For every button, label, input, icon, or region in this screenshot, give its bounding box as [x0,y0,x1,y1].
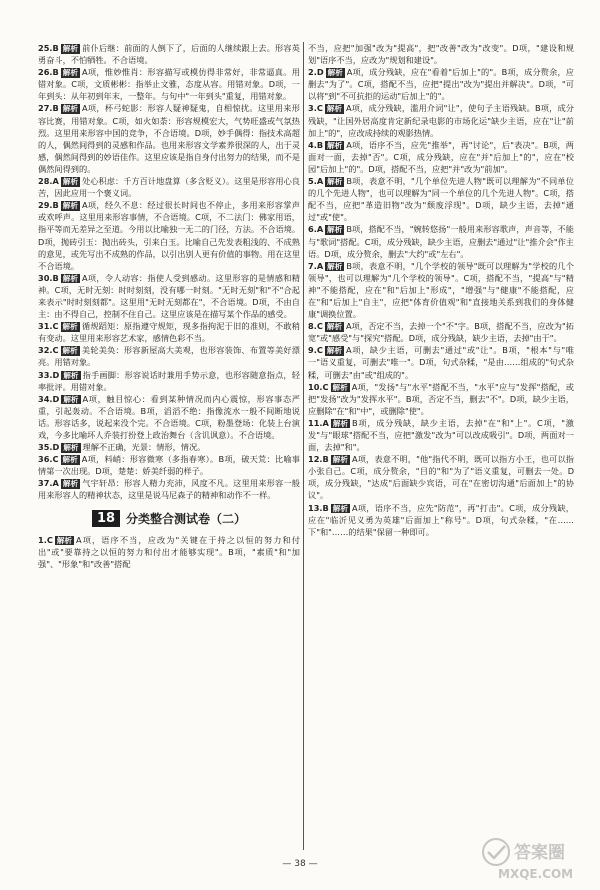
analysis-text: A项，触目惊心：看到某种情况而内心震惊，形容事态严重，引起轰动。不合语境。B项，滔滔不绝：指像流水一般不间断地说话。形容话多，说起来没个完。不合语境。C项，粉墨登场：化装上台演戏，今多比喻坏人乔装打扮登上政治舞台（含讥讽意）。不合语境。 [38,393,300,440]
answer-item [38,441,300,453]
item-number: 11. [308,417,323,428]
analysis-text: A项，"发扬"与"水平"搭配不当，"水平"应与"发挥"搭配，或把"发扬"改为"发挥水平"。B项，否定不当，删去"不"。D项，缺少主语，应删除"在"和"中"，或删除"使"。 [308,381,574,416]
answer-letter: D [52,393,60,404]
answer-item [38,175,300,199]
analysis-tag: 解析 [62,455,78,465]
watermark-line1: 答案圈 [514,843,565,863]
item-number: 29. [38,200,53,211]
answer-letter: C [52,321,59,332]
answer-item [308,453,574,501]
column-divider [303,42,304,850]
analysis-text: A项，杯弓蛇影：形容人疑神疑鬼，自相惊扰。这里用来形容比赛，用错对象。C项，如火如荼：形容规模宏大，气势旺盛或气氛热烈。这里用来形容中国的竞争，不合语境。D项，妙手偶得：指技术高超的人，偶然间得到的灵感和作品。也用来形容文学素养很深的人，出于灵感，偶然间得到的妙语佳作。这里应该是指自身付出努力的结果，而不是偶然间得到的。 [38,103,301,174]
item-number: 25. [38,43,53,53]
analysis-tag: 解析 [62,68,78,78]
analysis-text: A项，成分残缺，滥用介词"让"，使句子主语残缺。B项，成分残缺，"让国外居高度肯定新纪录电影的市场化运"缺少主语，应在"让"前加上"的"，应改成持续的观影热情。 [308,103,574,138]
analysis-tag: 解析 [332,503,348,513]
analysis-tag: 解析 [63,443,79,453]
analysis-tag: 解析 [332,418,349,428]
item-number: 3. [308,103,317,114]
analysis-tag: 解析 [332,455,348,465]
analysis-tag: 解析 [332,382,348,392]
analysis-text: 循规蹈矩：原指遵守规矩，现多指拘泥于旧的准则，不敢稍有变动。这里用来形容艺术家，感情色彩不当。 [38,321,300,344]
answer-item [308,139,574,175]
answer-letter: D [52,369,60,380]
answer-item [38,393,300,441]
item-number: 2. [308,67,317,78]
answer-letter: B [52,103,59,114]
item-number: 10. [308,381,323,392]
analysis-text: A项，成分残缺，应在"看着"后加上"的"。B项，成分赘余，应删去"为了"。C项，搭配不当，应把"提出"改为"提出并解决"。D项，"可以将"到"不可抗拒的运动"后加上"的"。 [308,67,574,102]
answer-letter: B [322,502,329,513]
answer-letter: B [52,200,59,211]
analysis-text: A项，令人动容：指使人受到感动。这里形容的是情感和精神。C项，无时无刻：时时刻刻，没有哪一时刻。"无时无刻"和"不"合起来表示"时时刻刻都"。这里用"无时无刻都在"，不合语境。D项，不由自主：由不得自己，控制不住自己。这里应该是在描写某个作品的感受。 [38,272,300,320]
item-number: 12. [308,454,323,465]
item-number: 36. [38,454,53,465]
analysis-text: A项，否定不当，去掉一个"不"字。B项，搭配不当，应改为"拓宽"或"感受"与"探究"搭配。D项，成分残缺，缺少主语，去掉"由于"。 [308,321,574,344]
analysis-tag: 解析 [327,261,343,271]
item-number: 34. [38,393,53,404]
answer-item [308,102,574,138]
answer-item [38,344,300,368]
item-number: 8. [308,321,317,332]
analysis-tag: 解析 [62,322,78,332]
analysis-tag: 解析 [327,140,343,150]
watermark-line2: MXQE.COM [498,867,574,881]
analysis-text: 理解不正确，光景：情形，情况。 [82,442,206,453]
answer-letter: C [52,345,59,356]
analysis-tag: 解析 [327,225,343,235]
analysis-tag: 解析 [327,177,343,187]
analysis-text: B项，表意不明，"几个单位先进人物"既可以理解为"不同单位的几个先进人物"，也可以理解为"同一个单位的几个先进人物"。C项，搭配不当，应把"革造旧物"改为"颓废浮现"。D项，缺少主语，去掉"通过"或"使"。 [308,176,574,223]
answer-letter: C [316,321,323,332]
answer-item [38,534,300,570]
item-number: 31. [38,321,53,332]
analysis-tag: 解析 [327,68,343,78]
item-number: 5. [308,176,317,187]
answer-letter: B [52,272,59,283]
answer-item [38,42,300,66]
analysis-tag: 解析 [62,201,78,211]
answer-item [308,42,574,66]
answer-letter: A [316,260,324,271]
analysis-tag: 解析 [63,370,79,380]
analysis-text: 处心积虑：千方百计地盘算（多含贬义）。这里是形容用心良苦，因此应用一个褒义词。 [38,176,300,199]
answer-letter: A [316,224,324,235]
analysis-text: A项，经久不息：经过很长时间也不停止，多用来形容掌声或欢呼声。这里用来形容事情，不合语境。C项，不二法门：佛家用语，指平等而无差异之至道。今用以比喻独一无二的门径，方法。不合语境。D项，抛砖引玉：抛出砖头，引来白玉。比喻自己先发表粗浅的、不成熟的意见，或先写出不成熟的作品，以引出别人更有价值的事物。用在这里不合语境。 [38,200,301,271]
analysis-text: B项，搭配不当，"婉转悠扬"一般用来形容歌声，声音等，不能与"歌词"搭配。C项，成分残缺，缺少主语，应删去"通过"让"推介会"作主语。D项，成分赘余，删去"大约"或"左右"。 [308,224,574,259]
analysis-tag: 解析 [326,346,343,356]
answer-item [308,502,574,538]
answer-letter: A [316,176,324,187]
analysis-text: A项，语序不当，应先"推举"，再"讨论"，后"表决"。B项，两面对一面，去掉"否"。C项，成分残缺，应在"并"后加上"的"，应在"校园"后加上"的"。D项，搭配不当，应把"并"改为"前加"。 [308,139,574,174]
analysis-text: A项，语序不当，应先"防范"，再"打击"。C项，成分残缺，应在"临沂见义勇为英雄"后面加上"称号"。D项，句式杂糅，"在……下"和"……的结果"保留一种即可。 [308,502,574,537]
analysis-tag: 解析 [63,394,79,404]
answer-item [308,320,574,344]
analysis-text: 不当，应把"加强"改为"提高"，把"改善"改为"改变"。D项，"建设和规划"语序不当，应改为"规划和建设"。 [308,43,574,66]
answer-item [308,417,574,453]
answer-letter: D [316,67,324,78]
item-number: 35. [38,442,53,453]
answer-letter: B [52,67,59,78]
answer-item [308,260,574,320]
analysis-tag: 解析 [62,273,78,283]
item-number: 4. [308,139,317,150]
answer-item [38,199,300,272]
left-column [38,42,300,570]
item-number: 9. [308,345,317,356]
answer-letter: C [316,345,323,356]
answer-item [38,272,300,320]
answer-letter: C [52,454,59,465]
analysis-text: A项，语序不当，应改为"关键在于持之以恒的努力和付出"或"要靠持之以恒的努力和付出才能够实现"。B项，"素质"和"加强"、"形象"和"改善"搭配 [38,534,300,569]
item-number: 13. [308,502,323,513]
answer-letter: A [52,176,59,187]
answer-item [308,381,574,417]
item-number: 6. [308,224,317,235]
answer-letter: A [322,417,329,428]
watermark-logo [478,834,590,884]
answer-item [38,477,300,501]
analysis-text: A项，惟妙惟肖：形容描写或模仿得非常好，非常逼真。用错对象。C项，文质彬彬：指举止文雅，态度从容。用错对象。D项，一年到头：从年初到年末，一整年。与句中"一年到头"重复，用错对象。 [38,67,300,102]
answer-item [308,175,574,223]
right-column [308,42,574,538]
answer-item [308,66,574,102]
analysis-text: A项，表意不明，"他"指代不明，既可以指方小王，也可以指小张自己。C项，成分赘余，"目的"和"为了"语义重复，可删去一处。D项，成分残缺，"达成"后面缺少宾语，可在"在密切沟通"后面加上"的协议"。 [308,454,574,501]
answer-item [38,453,300,477]
analysis-tag: 解析 [62,104,78,114]
item-number: 7. [308,260,317,271]
answer-item [308,344,574,380]
answer-letter: B [52,43,59,53]
section-number-badge: 18 [92,510,120,527]
item-number: 28. [38,176,53,187]
answer-letter: C [322,381,329,392]
item-number: 1. [38,534,47,545]
section-title: 分类整合测试卷（二） [126,511,247,526]
page-number: — 38 — [282,859,318,869]
analysis-text: B项，成分残缺，缺少主语，去掉"在"和"上"。C项，"激发"与"眼球"搭配不当，应把"激发"改为"可以改成吸引"。D项，两面对一面，去掉"和"。 [308,417,574,453]
item-number: 33. [38,369,53,380]
answer-letter: C [46,534,53,545]
item-number: 27. [38,103,53,114]
answer-letter: A [52,478,59,489]
analysis-tag: 解析 [62,44,78,53]
analysis-tag: 解析 [62,479,79,489]
analysis-text: 指手画脚：形容说话时兼用手势示意，也形容随意指点，轻率批评。用错对象。 [38,369,300,392]
analysis-text: 前仆后继：前面的人倒下了，后面的人继续跟上去。形容英勇奋斗，不怕牺牲。不合语境。 [38,43,300,66]
item-number: 32. [38,345,53,356]
analysis-text: 美轮美奂：形容新屋高大美观，也形容装饰、布置等美好漂亮。用错对象。 [38,345,300,368]
answer-item [308,223,574,259]
item-number: 30. [38,272,53,283]
section-heading [38,508,300,528]
analysis-text: A项，料峭：形容微寒（多指春寒）。B项，破天荒：比喻事情第一次出现。D项，楚楚：娇美纤弱的样子。 [38,454,300,477]
item-number: 37. [38,478,53,489]
answer-letter: C [316,103,323,114]
answer-letter: B [322,454,329,465]
analysis-text: 气宇轩昂：形容人精力充沛，风度不凡。这里用来形容一般用来形容人的精神状态，这里是说马尼森子的精神和动作不一样。 [38,478,300,501]
analysis-text: B项，表意不明，"几个学校的领导"既可以理解为"学校的几个领导"，也可以理解为"几个学校的领导"。C项，搭配不当，"提高"与"精神"不能搭配，应在"和"后加上"形成"，"增强"与"健康"不能搭配，应在"和"后加上"自主"，应把"体育价值观"和"直接地关系到我们的身体健康"调换位置。 [308,260,574,320]
answer-letter: B [316,139,324,150]
analysis-tag: 解析 [62,346,78,356]
answer-item [38,66,300,102]
answer-item [38,320,300,344]
answer-letter: D [52,442,60,453]
item-number: 26. [38,67,53,78]
analysis-tag: 解析 [56,535,73,545]
analysis-tag: 解析 [326,104,343,114]
analysis-text: A项，缺少主语，可删去"通过"或"让"。B项，"根本"与"唯一"语义重复，可删去"唯一"。D项，句式杂糅，"是由……组成的"句式杂糅，可删去"由"或"组成的"。 [308,345,574,380]
answer-item [38,102,300,175]
analysis-tag: 解析 [326,322,343,332]
analysis-tag: 解析 [62,177,79,187]
answer-item [38,369,300,393]
